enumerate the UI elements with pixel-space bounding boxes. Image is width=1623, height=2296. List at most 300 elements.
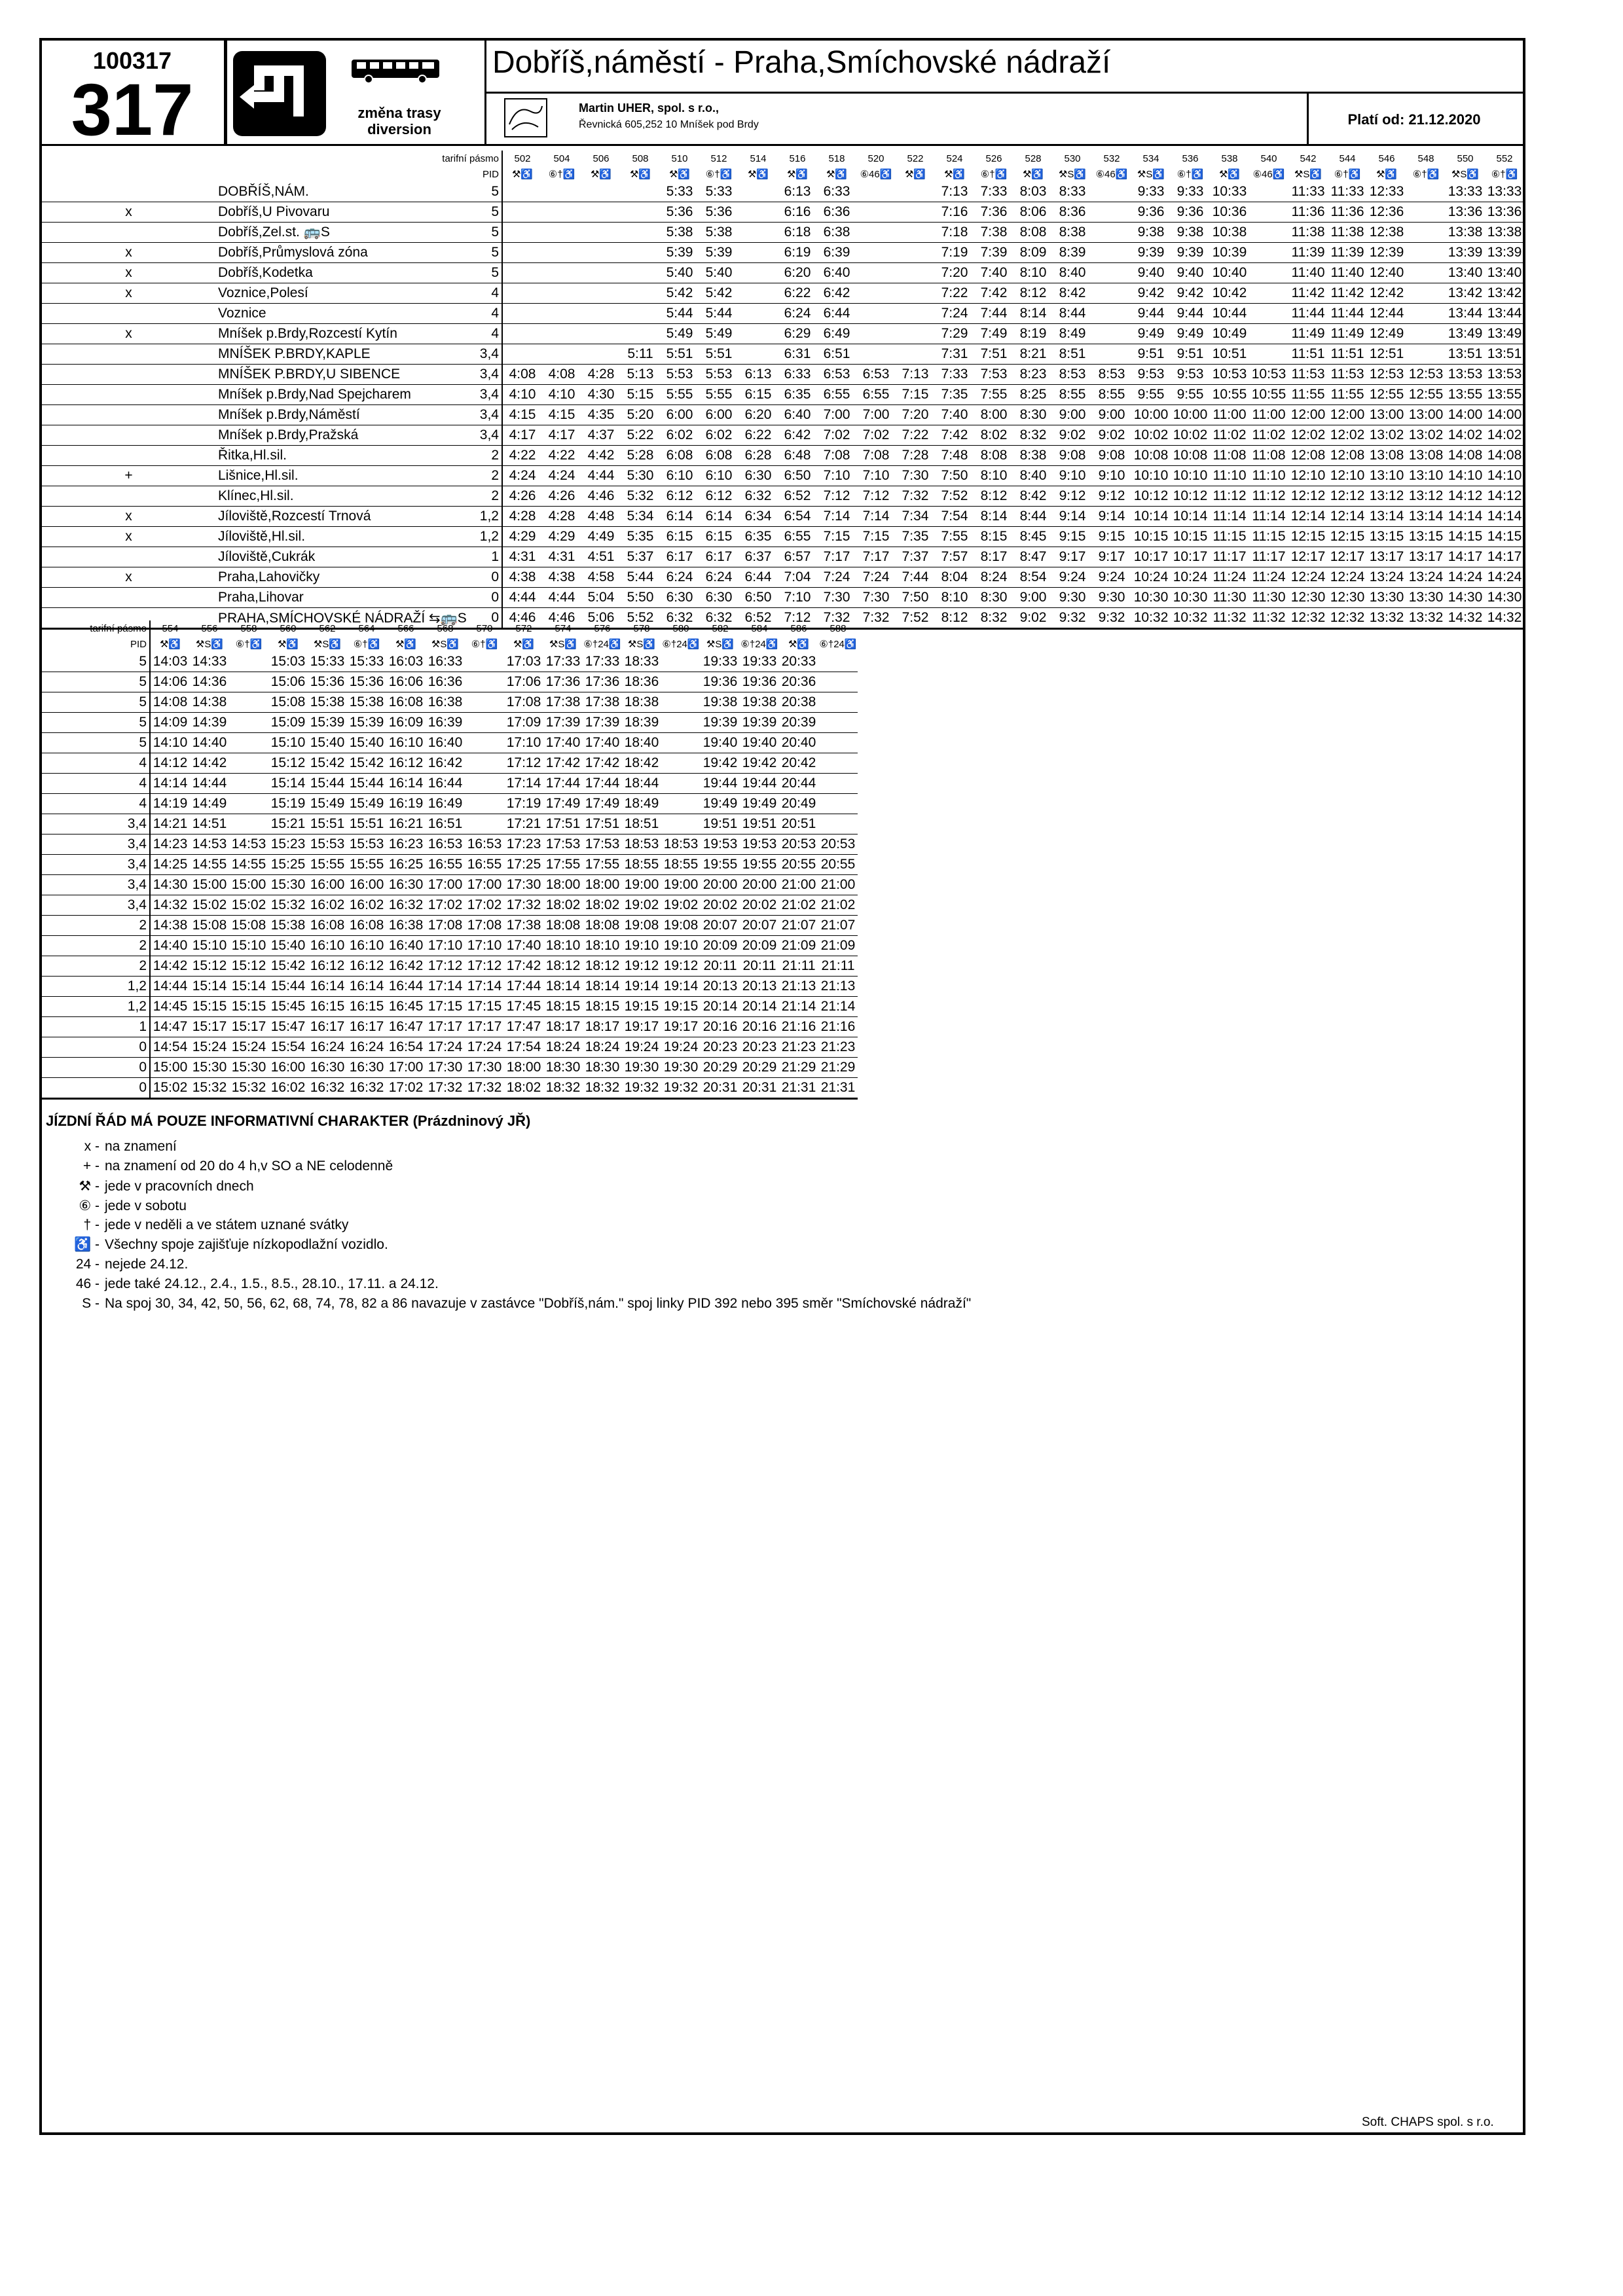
departure-time: 15:40 <box>268 936 308 956</box>
departure-time: 7:54 <box>935 507 974 527</box>
departure-time: 17:00 <box>465 875 504 895</box>
trip-number: 554 <box>162 622 179 634</box>
timetable-morning <box>41 151 1524 630</box>
departure-time: 11:49 <box>1328 324 1367 344</box>
departure-time <box>661 774 701 794</box>
departure-time: 15:44 <box>308 774 347 794</box>
departure-time: 12:08 <box>1328 446 1367 466</box>
trip-number: 582 <box>712 622 729 634</box>
departure-time <box>621 263 660 283</box>
departure-time: 9:00 <box>1092 405 1131 425</box>
departure-time: 19:40 <box>740 733 779 753</box>
departure-time: 4:51 <box>581 547 621 567</box>
trip-number: 518 <box>828 152 845 164</box>
departure-time: 7:36 <box>974 202 1013 223</box>
departure-time <box>856 263 896 283</box>
tariff-zone: 0 <box>393 588 502 608</box>
departure-time: 7:24 <box>817 567 856 588</box>
trip-number: 514 <box>750 152 767 164</box>
stop-row <box>41 875 858 895</box>
request-stop-mark: x <box>41 243 217 263</box>
departure-time: 10:08 <box>1131 446 1171 466</box>
departure-time <box>661 794 701 814</box>
departure-time: 17:33 <box>583 652 622 672</box>
departure-time: 14:33 <box>190 652 229 672</box>
departure-time: 19:42 <box>740 753 779 774</box>
stop-row <box>41 283 1524 304</box>
departure-time: 16:03 <box>386 652 426 672</box>
departure-time: 6:24 <box>699 567 739 588</box>
departure-time <box>818 753 858 774</box>
trip-code: ⑥†♿ <box>548 169 575 180</box>
trip-code: ⚒S♿ <box>549 639 577 650</box>
tariff-zone: 0 <box>41 1037 150 1058</box>
departure-time: 15:10 <box>229 936 268 956</box>
departure-time <box>502 263 542 283</box>
departure-time: 7:32 <box>817 608 856 629</box>
legend-item <box>59 1139 177 1155</box>
departure-time: 16:17 <box>308 1017 347 1037</box>
departure-time: 15:12 <box>229 956 268 977</box>
legend-text: na znamení od 20 do 4 h,v SO a NE celodenně <box>105 1158 393 1174</box>
departure-time: 5:39 <box>699 243 739 263</box>
trip-number: 532 <box>1103 152 1120 164</box>
departure-time: 4:17 <box>542 425 581 446</box>
departure-time: 19:32 <box>622 1078 661 1099</box>
departure-time: 7:29 <box>935 324 974 344</box>
departure-time: 18:02 <box>543 895 583 916</box>
departure-time: 18:17 <box>583 1017 622 1037</box>
legend-item <box>59 1276 439 1292</box>
stop-row <box>41 672 858 692</box>
departure-time: 17:45 <box>504 997 543 1017</box>
departure-time: 21:14 <box>779 997 818 1017</box>
departure-time <box>1092 223 1131 243</box>
departure-time <box>661 733 701 753</box>
departure-time: 4:29 <box>502 527 542 547</box>
departure-time <box>465 652 504 672</box>
tariff-zone: 5 <box>393 223 502 243</box>
trip-number: 512 <box>710 152 727 164</box>
departure-time: 7:02 <box>856 425 896 446</box>
departure-time: 18:42 <box>622 753 661 774</box>
departure-time: 15:00 <box>190 875 229 895</box>
departure-time: 18:49 <box>622 794 661 814</box>
departure-time: 12:00 <box>1288 405 1328 425</box>
departure-time: 6:00 <box>699 405 739 425</box>
departure-time: 15:30 <box>190 1058 229 1078</box>
departure-time: 9:49 <box>1171 324 1210 344</box>
departure-time: 12:17 <box>1328 547 1367 567</box>
departure-time: 15:44 <box>268 977 308 997</box>
departure-time: 9:00 <box>1013 588 1053 608</box>
departure-time: 14:02 <box>1446 425 1485 446</box>
tarif-label: tarifní pásmo <box>393 151 502 166</box>
departure-time: 13:30 <box>1367 588 1406 608</box>
departure-time: 6:44 <box>739 567 778 588</box>
departure-time: 13:17 <box>1406 547 1446 567</box>
departure-time: 12:02 <box>1288 425 1328 446</box>
departure-time: 17:40 <box>543 733 583 753</box>
departure-time: 6:34 <box>739 507 778 527</box>
departure-time: 8:09 <box>1013 243 1053 263</box>
departure-time: 11:08 <box>1249 446 1288 466</box>
departure-time: 9:53 <box>1171 365 1210 385</box>
departure-time <box>818 814 858 834</box>
trip-code: ⚒S♿ <box>1294 169 1322 180</box>
request-stop-mark <box>41 446 217 466</box>
departure-time: 11:02 <box>1249 425 1288 446</box>
trip-code: ⑥†♿ <box>235 639 263 650</box>
departure-time <box>502 304 542 324</box>
departure-time: 6:22 <box>739 425 778 446</box>
departure-time: 17:39 <box>543 713 583 733</box>
trip-code: ⚒♿ <box>511 169 534 180</box>
departure-time: 12:14 <box>1328 507 1367 527</box>
departure-time: 12:39 <box>1367 243 1406 263</box>
trip-code: ⑥†♿ <box>471 639 498 650</box>
request-stop-mark <box>41 385 217 405</box>
departure-time: 8:24 <box>974 567 1013 588</box>
departure-time: 7:00 <box>856 405 896 425</box>
departure-time: 14:09 <box>150 713 190 733</box>
departure-time: 21:02 <box>779 895 818 916</box>
departure-time: 6:14 <box>660 507 699 527</box>
departure-time: 19:02 <box>661 895 701 916</box>
departure-time: 16:51 <box>426 814 465 834</box>
departure-time: 12:15 <box>1288 527 1328 547</box>
departure-time: 14:19 <box>150 794 190 814</box>
departure-time: 21:31 <box>779 1078 818 1099</box>
departure-time: 9:49 <box>1131 324 1171 344</box>
departure-time: 19:00 <box>622 875 661 895</box>
request-stop-mark <box>41 547 217 567</box>
departure-time <box>1406 324 1446 344</box>
departure-time: 20:29 <box>701 1058 740 1078</box>
departure-time <box>229 753 268 774</box>
trip-number: 566 <box>397 622 414 634</box>
departure-time: 15:14 <box>229 977 268 997</box>
departure-time: 20:51 <box>779 814 818 834</box>
tariff-zone: 1,2 <box>41 977 150 997</box>
departure-time <box>621 202 660 223</box>
departure-time: 12:40 <box>1367 263 1406 283</box>
departure-time: 19:33 <box>701 652 740 672</box>
departure-time: 11:00 <box>1249 405 1288 425</box>
departure-time: 17:12 <box>465 956 504 977</box>
departure-time: 8:14 <box>1013 304 1053 324</box>
trip-code: ⚒S♿ <box>627 639 656 650</box>
departure-time: 5:44 <box>660 304 699 324</box>
stop-row <box>41 344 1524 365</box>
departure-time: 11:32 <box>1249 608 1288 629</box>
trip-code: ⚒♿ <box>590 169 612 180</box>
departure-time: 18:24 <box>583 1037 622 1058</box>
departure-time: 12:32 <box>1288 608 1328 629</box>
departure-time: 7:44 <box>974 304 1013 324</box>
trip-code: ⑥†♿ <box>705 169 733 180</box>
tariff-zone: 2 <box>41 956 150 977</box>
departure-time: 17:53 <box>543 834 583 855</box>
departure-time: 9:10 <box>1092 466 1131 486</box>
departure-time <box>502 324 542 344</box>
departure-time <box>1092 263 1131 283</box>
trip-number: 562 <box>319 622 336 634</box>
departure-time: 16:12 <box>308 956 347 977</box>
departure-time: 11:44 <box>1328 304 1367 324</box>
departure-time: 6:49 <box>817 324 856 344</box>
departure-time: 14:38 <box>150 916 190 936</box>
departure-time: 16:30 <box>347 1058 386 1078</box>
departure-time: 17:21 <box>504 814 543 834</box>
departure-time: 16:08 <box>308 916 347 936</box>
departure-time: 11:14 <box>1249 507 1288 527</box>
departure-time: 16:40 <box>426 733 465 753</box>
departure-time: 18:40 <box>622 733 661 753</box>
departure-time: 6:24 <box>660 567 699 588</box>
departure-time: 17:53 <box>583 834 622 855</box>
departure-time: 14:39 <box>190 713 229 733</box>
legend-key: † - <box>83 1217 100 1232</box>
departure-time: 6:33 <box>778 365 817 385</box>
tariff-zone: 5 <box>41 672 150 692</box>
departure-time: 7:10 <box>856 466 896 486</box>
legend-item <box>59 1217 348 1233</box>
departure-time: 11:53 <box>1288 365 1328 385</box>
departure-time: 14:00 <box>1485 405 1524 425</box>
legend-key: x - <box>84 1139 100 1154</box>
departure-time: 13:44 <box>1485 304 1524 324</box>
departure-time: 11:39 <box>1328 243 1367 263</box>
departure-time: 19:49 <box>701 794 740 814</box>
departure-time: 7:44 <box>896 567 935 588</box>
departure-time: 8:03 <box>1013 182 1053 202</box>
departure-time: 5:33 <box>699 182 739 202</box>
departure-time: 6:37 <box>739 547 778 567</box>
departure-time <box>229 652 268 672</box>
carrier-name: Martin UHER, spol. s r.o., <box>579 101 720 115</box>
departure-time <box>1092 283 1131 304</box>
departure-time <box>856 223 896 243</box>
departure-time: 4:28 <box>542 507 581 527</box>
departure-time: 4:38 <box>502 567 542 588</box>
tariff-zone: 0 <box>41 1058 150 1078</box>
departure-time: 5:38 <box>699 223 739 243</box>
departure-time: 17:39 <box>583 713 622 733</box>
departure-time: 7:31 <box>935 344 974 365</box>
departure-time: 21:09 <box>818 936 858 956</box>
stop-name: Mníšek p.Brdy,Rozcestí Kytín <box>217 324 393 344</box>
legend-key: ⚒ - <box>79 1179 100 1194</box>
departure-time: 16:32 <box>347 1078 386 1099</box>
departure-time: 19:12 <box>661 956 701 977</box>
departure-time: 15:02 <box>150 1078 190 1099</box>
departure-time: 8:55 <box>1053 385 1092 405</box>
tariff-zone: 4 <box>41 774 150 794</box>
departure-time: 18:00 <box>543 875 583 895</box>
departure-time: 10:24 <box>1171 567 1210 588</box>
departure-time: 8:30 <box>1013 405 1053 425</box>
departure-time: 9:51 <box>1131 344 1171 365</box>
departure-time: 4:08 <box>542 365 581 385</box>
departure-time: 15:10 <box>268 733 308 753</box>
departure-time <box>542 182 581 202</box>
departure-time: 8:47 <box>1013 547 1053 567</box>
departure-time <box>1092 243 1131 263</box>
departure-time: 11:10 <box>1210 466 1249 486</box>
departure-time: 9:12 <box>1053 486 1092 507</box>
departure-time: 9:33 <box>1131 182 1171 202</box>
departure-time: 13:49 <box>1446 324 1485 344</box>
departure-time: 18:36 <box>622 672 661 692</box>
departure-time <box>739 324 778 344</box>
departure-time: 14:15 <box>1446 527 1485 547</box>
departure-time: 14:38 <box>190 692 229 713</box>
departure-time: 18:02 <box>583 895 622 916</box>
departure-time: 19:55 <box>740 855 779 875</box>
departure-time <box>1249 283 1288 304</box>
departure-time: 7:39 <box>974 243 1013 263</box>
departure-time: 15:02 <box>229 895 268 916</box>
departure-time <box>1249 304 1288 324</box>
departure-time: 17:12 <box>504 753 543 774</box>
stop-name: Jíloviště,Rozcestí Trnová <box>217 507 393 527</box>
departure-time: 4:49 <box>581 527 621 547</box>
departure-time: 5:22 <box>621 425 660 446</box>
trip-number: 544 <box>1339 152 1356 164</box>
stop-name: Mníšek p.Brdy,Náměstí <box>217 405 393 425</box>
departure-time: 17:15 <box>465 997 504 1017</box>
departure-time: 20:53 <box>779 834 818 855</box>
trip-code: ⑥†♿ <box>1491 169 1518 180</box>
trip-code-row <box>41 166 1524 182</box>
departure-time: 14:08 <box>1446 446 1485 466</box>
trip-number: 580 <box>672 622 689 634</box>
departure-time: 14:17 <box>1446 547 1485 567</box>
trip-number: 560 <box>280 622 297 634</box>
trip-number-row <box>41 151 1524 166</box>
request-stop-mark: x <box>41 567 217 588</box>
departure-time: 17:08 <box>426 916 465 936</box>
departure-time: 5:55 <box>660 385 699 405</box>
departure-time: 5:11 <box>621 344 660 365</box>
departure-time: 19:44 <box>701 774 740 794</box>
departure-time: 19:08 <box>622 916 661 936</box>
departure-time: 17:09 <box>504 713 543 733</box>
departure-time: 16:42 <box>386 956 426 977</box>
departure-time <box>896 223 935 243</box>
departure-time: 7:22 <box>896 425 935 446</box>
departure-time: 16:30 <box>308 1058 347 1078</box>
stop-name: Voznice,Polesí <box>217 283 393 304</box>
departure-time: 9:08 <box>1092 446 1131 466</box>
tariff-zone: 4 <box>393 283 502 304</box>
departure-time: 9:00 <box>1053 405 1092 425</box>
trip-code: ⑥†24♿ <box>740 639 778 650</box>
departure-time: 5:38 <box>660 223 699 243</box>
tariff-zone: 3,4 <box>41 895 150 916</box>
tariff-zone: 2 <box>41 916 150 936</box>
departure-time: 8:53 <box>1053 365 1092 385</box>
departure-time: 7:50 <box>935 466 974 486</box>
departure-time: 16:38 <box>386 916 426 936</box>
departure-time: 15:44 <box>347 774 386 794</box>
departure-time: 16:32 <box>386 895 426 916</box>
departure-time <box>542 344 581 365</box>
departure-time: 4:42 <box>581 446 621 466</box>
departure-time: 12:02 <box>1328 425 1367 446</box>
departure-time: 12:24 <box>1328 567 1367 588</box>
departure-time: 18:44 <box>622 774 661 794</box>
departure-time: 20:31 <box>740 1078 779 1099</box>
departure-time: 8:54 <box>1013 567 1053 588</box>
legend-key: + - <box>82 1158 100 1174</box>
trip-number: 542 <box>1300 152 1317 164</box>
stop-row <box>41 466 1524 486</box>
trip-code: ⚒S♿ <box>1451 169 1480 180</box>
departure-time <box>465 774 504 794</box>
departure-time: 14:14 <box>1446 507 1485 527</box>
departure-time: 7:34 <box>896 507 935 527</box>
departure-time: 10:24 <box>1131 567 1171 588</box>
departure-time: 15:32 <box>268 895 308 916</box>
departure-time: 17:14 <box>465 977 504 997</box>
departure-time: 9:12 <box>1092 486 1131 507</box>
request-stop-mark: x <box>41 507 217 527</box>
departure-time: 6:53 <box>817 365 856 385</box>
departure-time: 6:57 <box>778 547 817 567</box>
departure-time: 17:00 <box>426 875 465 895</box>
trip-code: ⚒♿ <box>786 169 809 180</box>
departure-time: 6:55 <box>817 385 856 405</box>
stop-row <box>41 486 1524 507</box>
departure-time: 4:22 <box>502 446 542 466</box>
departure-time: 10:10 <box>1131 466 1171 486</box>
departure-time <box>1249 182 1288 202</box>
departure-time: 7:08 <box>856 446 896 466</box>
departure-time: 13:02 <box>1406 425 1446 446</box>
stop-row <box>41 855 858 875</box>
departure-time: 18:38 <box>622 692 661 713</box>
departure-time: 12:42 <box>1367 283 1406 304</box>
departure-time: 11:53 <box>1328 365 1367 385</box>
stop-name: Lišnice,Hl.sil. <box>217 466 393 486</box>
departure-time: 14:17 <box>1485 547 1524 567</box>
departure-time: 5:39 <box>660 243 699 263</box>
diversion-cz: změna trasy <box>357 105 441 121</box>
departure-time: 9:40 <box>1131 263 1171 283</box>
departure-time: 6:15 <box>660 527 699 547</box>
departure-time <box>502 344 542 365</box>
departure-time <box>502 243 542 263</box>
departure-time: 14:54 <box>150 1037 190 1058</box>
stop-row <box>41 895 858 916</box>
departure-time: 8:12 <box>974 486 1013 507</box>
departure-time: 19:00 <box>661 875 701 895</box>
departure-time: 5:53 <box>660 365 699 385</box>
departure-time: 13:49 <box>1485 324 1524 344</box>
departure-time: 20:29 <box>740 1058 779 1078</box>
departure-time: 15:30 <box>229 1058 268 1078</box>
departure-time: 13:42 <box>1446 283 1485 304</box>
spacer <box>41 166 393 182</box>
departure-time: 10:14 <box>1131 507 1171 527</box>
departure-time: 5:40 <box>660 263 699 283</box>
departure-time: 10:00 <box>1131 405 1171 425</box>
departure-time: 17:47 <box>504 1017 543 1037</box>
trip-number: 516 <box>789 152 806 164</box>
departure-time: 19:15 <box>661 997 701 1017</box>
